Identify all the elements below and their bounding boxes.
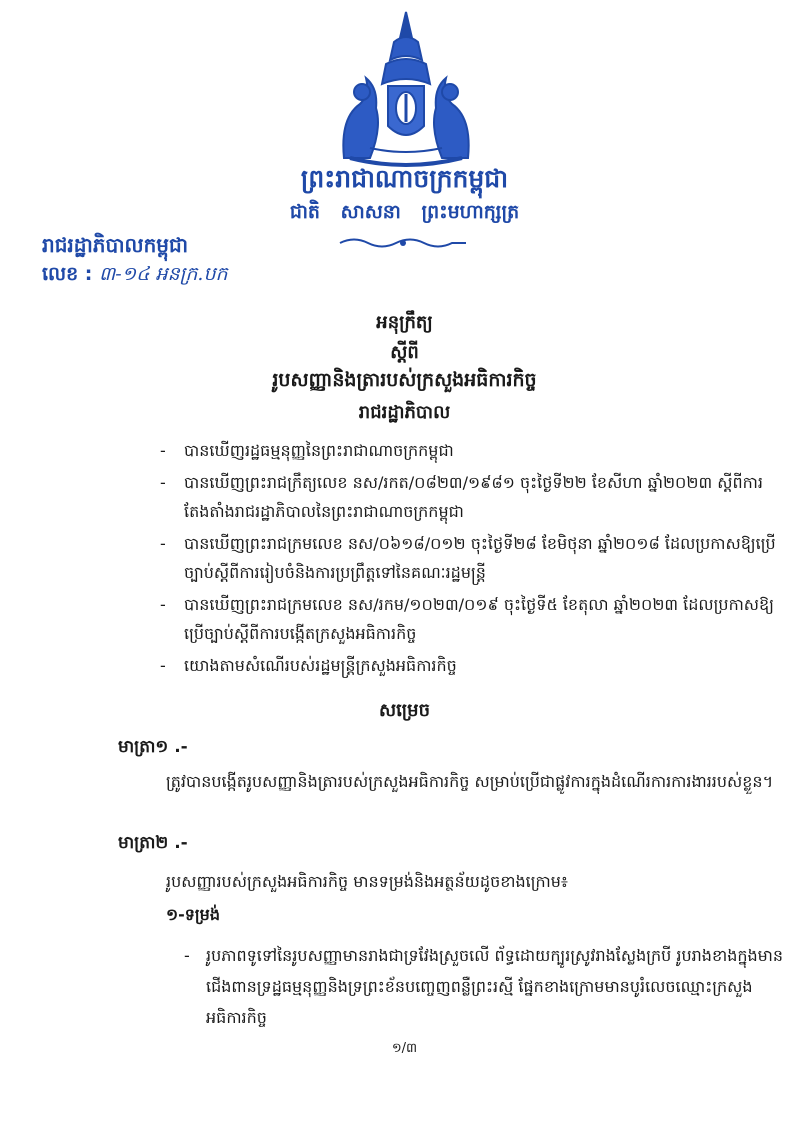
preamble-item: - យោងតាមសំណើរបស់រដ្ឋមន្ត្រីក្រសួងអធិការកិច្ច: [160, 651, 780, 680]
issuer-title: រាជរដ្ឋាភិបាល: [358, 402, 451, 423]
page-number: ១/៣: [391, 1041, 418, 1056]
document-type-title: អនុក្រឹត្យ: [376, 312, 433, 333]
section-1-bullet: [184, 940, 788, 1033]
national-motto: ជាតិ សាសនា ព្រះមហាក្សត្រ: [289, 201, 520, 223]
section-1-bullet-text: រូបភាពទូទៅនៃរូបសញ្ញាមានរាងជាទ្រវែងស្រួចលើ ព័ទ្ធដោយក្បូរស្រូវរាងស្លែងក្របី រូបរាងខាងក្នុងមានជើងពានទ្រដ្ឋធម្មនុញ្ញនិងទ្រព្រះខ័នបញ្ចេញពន្លឺព្រះរស្មី ផ្នែកខាងក្រោមមានបូរំលេចឈ្មោះក្រសួងអធិការកិច្ច: [206, 946, 784, 1027]
section-1-title: ១-ទម្រង់: [166, 905, 220, 924]
preamble-item: - បានឃើញរដ្ឋធម្មនុញ្ញនៃព្រះរាជាណាចក្រកម្ពុជា: [160, 436, 780, 465]
flourish-ornament: [338, 236, 468, 250]
article-1-title: មាត្រា១ .-: [118, 737, 188, 757]
about-label: ស្ដីពី: [390, 342, 419, 363]
bullet-dash: -: [184, 946, 190, 965]
reference-number-value: ៣-១៤ អនក្រ.បក: [99, 263, 228, 285]
preamble-item: - បានឃើញព្រះរាជក្រមលេខ នស/រកម/១០២៣/០១៩ ចុះថ្ងៃទី៥ ខែតុលា ឆ្នាំ២០២៣ ដែលប្រកាសឱ្យប្រើច្បាប់ស្ដីពីការបង្កើតក្រសួងអធិការកិច្ច: [160, 590, 780, 648]
government-name: រាជរដ្ឋាភិបាលកម្ពុជា: [42, 233, 188, 257]
article-1-text: ត្រូវបានបង្កើតរូបសញ្ញានិងត្រារបស់ក្រសួងអធិការកិច្ច សម្រាប់ប្រើជាផ្លូវការក្នុងដំណើរការការងាររបស់ខ្លួន។: [166, 772, 774, 791]
reference-label: លេខ :: [42, 263, 93, 285]
article-2-intro: រូបសញ្ញារបស់ក្រសួងអធិការកិច្ច មានទម្រង់និងអត្ថន័យដូចខាងក្រោម៖: [166, 872, 568, 891]
article-2-title: មាត្រា២ .-: [118, 833, 188, 853]
subject-title: រូបសញ្ញានិងត្រារបស់ក្រសួងអធិការកិច្ច: [272, 369, 537, 391]
preamble-list: [160, 436, 780, 683]
preamble-item: - បានឃើញព្រះរាជក្រឹត្យលេខ នស/រកត/០៨២៣/១៩៨១ ចុះថ្ងៃទី២២ ខែសីហា ឆ្នាំ២០២៣ ស្តីពីការតែងតាំងរាជរដ្ឋាភិបាលនៃព្រះរាជាណាចក្រកម្ពុជា: [160, 468, 780, 526]
decision-heading: សម្រេច: [378, 700, 431, 721]
preamble-item: - បានឃើញព្រះរាជក្រមលេខ នស/០៦១៨/០១២ ចុះថ្ងៃទី២៨ ខែមិថុនា ឆ្នាំ២០១៨ ដែលប្រកាសឱ្យប្រើច្បាប់ស្ដីពីការរៀបចំនិងការប្រព្រឹត្តទៅនៃគណៈរដ្ឋមន្ត្រី: [160, 529, 780, 587]
royal-coat-of-arms-emblem: [330, 8, 482, 168]
reference-number: [42, 262, 228, 290]
kingdom-heading: ព្រះរាជាណាចក្រកម្ពុជា: [300, 164, 509, 193]
